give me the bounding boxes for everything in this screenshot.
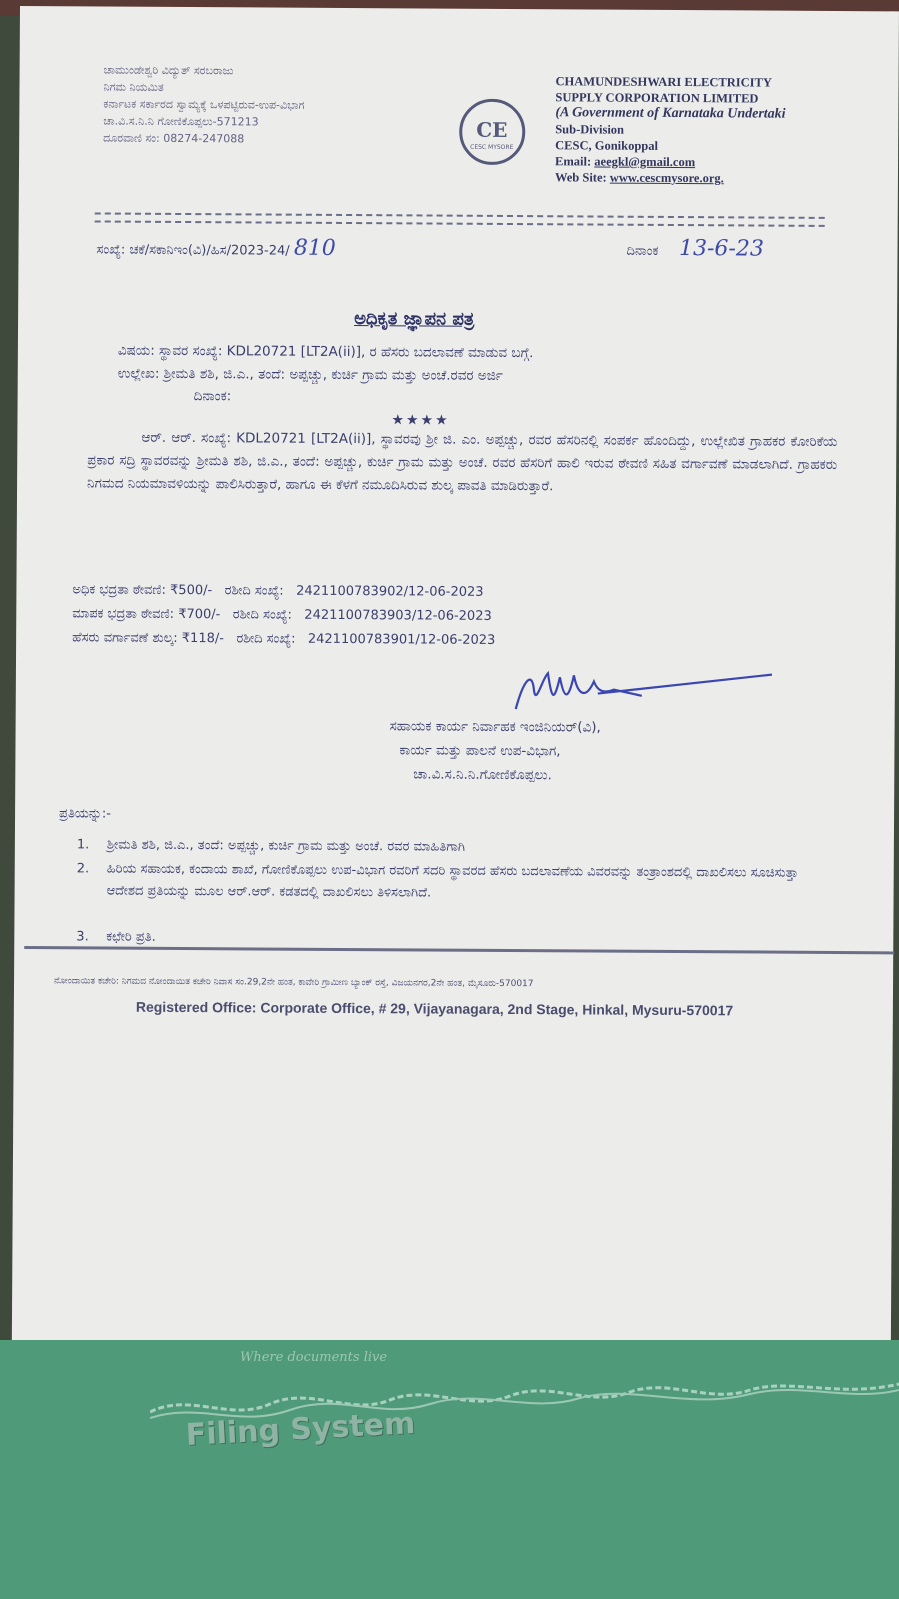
fee-row (72, 630, 495, 648)
separator-stars: ★★★★ (391, 412, 450, 429)
office-name: CESC, Gonikoppal (555, 138, 659, 153)
copy-text: ಕಛೇರಿ ಪ್ರತಿ. (106, 929, 156, 945)
website-label: Web Site: (554, 170, 607, 185)
copy-number: 3. (76, 929, 89, 945)
receipt-number: 2421100783901/12-06-2023 (307, 631, 496, 648)
reference-line: ಉಲ್ಲೇಖ: ಶ್ರೀಮತಿ ಶಶಿ, ಜಿ.ಎ., ತಂದೆ: ಅಪ್ಪಚ್ಚು, ಕುರ್ಚಿ ಗ್ರಾಮ ಮತ್ತು ಅಂಚೆ.ರವರ ಅರ್ಜಿ (117, 365, 503, 384)
copy-number: 2. (76, 861, 90, 877)
date-handwritten-value: 13-6-23 (678, 236, 764, 262)
fee-row (72, 582, 483, 600)
copies-heading: ಪ್ರತಿಯನ್ನು:- (59, 806, 112, 822)
date-label: ದಿನಾಂಕ (626, 243, 659, 259)
letterhead-kannada-line: ದೂರವಾಣಿ ಸಂ: 08274-247088 (103, 131, 245, 146)
receipt-label: ರಶೀದಿ ಸಂಖ್ಯೆ: (224, 583, 284, 599)
letterhead-kannada-line: ಕರ್ನಾಟಕ ಸರ್ಕಾರದ ಸ್ವಾಮ್ಯಕ್ಕೆ ಒಳಪಟ್ಟಿರುವ-ಉಪ-ವಿಭಾಗ (103, 97, 305, 112)
website-link[interactable]: www.cescmysore.org. (609, 170, 724, 186)
memo-date (626, 236, 764, 262)
memo-body: ಆರ್. ಆರ್. ಸಂಖ್ಯೆ: KDL20721 [LT2A(ii)], ಸ್ಥಾವರವು ಶ್ರೀ ಜಿ. ಎಂ. ಅಪ್ಪಚ್ಚು, ರವರ ಹೆಸರಿನಲ್ಲಿ ಸಂಪರ್ಕ ಹೊಂದಿದ್ದು, ಉಲ್ಲೇಖಿತ ಗ್ರಾಹಕರ ಕೋರಿಕೆಯ ಪ್ರಕಾರ ಸದ್ರಿ ಸ್ಥಾವರವನ್ನು ಶ್ರೀಮತಿ ಶಶಿ, ಜಿ.ಎ., ತಂದೆ: ಅಪ್ಪಚ್ಚು, ಕುರ್ಚಿ ಗ್ರಾಮ ಮತ್ತು ಅಂಚೆ. ರವರ ಹೆಸರಿಗೆ ಹಾಲಿ ಇರುವ ಠೇವಣಿ ಸಹಿತ ವರ್ಗಾವಣೆ ಮಾಡಲಾಗಿದೆ. ಗ್ರಾಹಕರು ನಿಗಮದ ನಿಯಮಾವಳಿಯನ್ನು ಪಾಲಿಸಿರುತ್ತಾರೆ, ಹಾಗೂ ಈ ಕೆಳಗೆ ನಮೂದಿಸಿರುವ ಶುಲ್ಕ ಪಾವತಿ ಮಾಡಿರುತ್ತಾರೆ. (87, 429, 838, 495)
signatory-office: ಕಾರ್ಯ ಮತ್ತು ಪಾಲನೆ ಉಪ-ವಿಭಾಗ, (399, 742, 561, 760)
fee-amount: ₹700/- (178, 606, 221, 623)
email-link[interactable]: aeegkl@gmail.com (594, 154, 696, 170)
reference-label: ಸಂಖ್ಯೆ: ಚಕೆ/ಸಕಾನಿಇಂ(ವಿ)/ಹಿಸ/2023-24/ (96, 242, 290, 259)
subject-line: ವಿಷಯ: ಸ್ಥಾವರ ಸಂಖ್ಯೆ: KDL20721 [LT2A(ii)], ರ ಹೆಸರು ಬದಲಾವಣೆ ಮಾಡುವ ಬಗ್ಗೆ. (117, 342, 534, 362)
copy-number: 1. (76, 837, 90, 853)
copy-text: ಶ್ರೀಮತಿ ಶಶಿ, ಜಿ.ಎ., ತಂದೆ: ಅಪ್ಪಚ್ಚು, ಕುರ್ಚಿ ಗ್ರಾಮ ಮತ್ತು ಅಂಚೆ. ರವರ ಮಾಹಿತಿಗಾಗಿ (106, 837, 466, 855)
fee-label: ಮಾಪಕ ಭದ್ರತಾ ಠೇವಣಿ: (72, 606, 175, 622)
letterhead-kannada-line: ನಿಗಮ ನಿಯಮಿತ (103, 80, 164, 94)
letterhead-kannada-line: ಚಾಮುಂಡೇಶ್ವರಿ ವಿದ್ಯುತ್ ಸರಬರಾಜು (103, 63, 234, 78)
email-line (555, 153, 785, 170)
header-divider (95, 212, 825, 218)
letterhead-kannada (103, 62, 305, 148)
copy-text: ಹಿರಿಯ ಸಹಾಯಕ, ಕಂದಾಯ ಶಾಖೆ, ಗೋಣಿಕೊಪ್ಪಲು ಉಪ-ವಿಭಾಗ ರವರಿಗೆ ಸದರಿ ಸ್ಥಾವರದ ಹೆಸರು ಬದಲಾವಣೆಯ ವಿವರವನ್ನು ತಂತ್ರಾಂಶದಲ್ಲಿ ದಾಖಲಿಸಲು ಸೂಚಿಸುತ್ತಾ ಆದೇಶದ ಪ್ರತಿಯನ್ನು ಮೂಲ ಆರ್.ಆರ್. ಕಡತದಲ್ಲಿ ದಾಖಲಿಸಲು ತಿಳಿಸಲಾಗಿದೆ. (106, 861, 799, 901)
fee-amount: ₹118/- (181, 631, 225, 647)
company-name-line2: SUPPLY CORPORATION LIMITED (555, 90, 759, 106)
folder-brand: Filing System (185, 1405, 417, 1453)
reference-date: ದಿನಾಂಕ: (193, 388, 232, 405)
reference-handwritten-number: 810 (293, 235, 336, 261)
fee-label: ಹೆಸರು ವರ್ಗಾವಣೆ ಶುಲ್ಕ: (72, 630, 178, 646)
cesc-logo (459, 99, 525, 165)
fee-amount: ₹500/- (170, 582, 213, 599)
copy-item (76, 859, 837, 907)
folder-tagline: Where documents live (240, 1350, 388, 1365)
receipt-number: 2421100783903/12-06-2023 (304, 607, 492, 624)
letterhead-kannada-line: ಚಾ.ವಿ.ಸ.ನಿ.ನಿ ಗೋಣಿಕೊಪ್ಪಲು-571213 (103, 114, 259, 129)
email-label: Email: (555, 154, 592, 169)
signatory-location: ಚಾ.ವಿ.ಸ.ನಿ.ನಿ.ಗೋಣಿಕೊಪ್ಪಲು. (413, 766, 552, 784)
fee-row (72, 606, 492, 624)
sub-division: Sub-Division (555, 122, 625, 137)
footer-kannada: ನೋಂದಾಯಿತ ಕಚೇರಿ: ನಿಗಮದ ನೋಂದಾಯಿತ ಕಚೇರಿ ನಿವಾಸ ಸಂ.29,2ನೇ ಹಂತ, ಕಾವೇರಿ ಗ್ರಾಮೀಣ ಬ್ಯಾಂಕ್ ರಸ್ತೆ, ವಿಜಯನಗರ,2ನೇ ಹಂತ, ಮೈಸೂರು-570017 (54, 976, 534, 990)
logo-text: CESC MYSORE (470, 143, 514, 152)
signatory-designation: ಸಹಾಯಕ ಕಾರ್ಯ ನಿರ್ವಾಹಕ ಇಂಜಿನಿಯರ್(ವಿ), (389, 718, 601, 736)
signatory-block (389, 714, 601, 787)
reference-number (96, 234, 335, 260)
website-line (555, 169, 785, 186)
footer-registered-office: Registered Office: Corporate Office, # 29, Vijayanagara, 2nd Stage, Hinkal, Mysuru-570017 (135, 998, 734, 1019)
letterhead-english (555, 73, 786, 186)
copy-item (76, 835, 837, 861)
header-divider (95, 220, 825, 226)
memo-page (12, 6, 899, 1351)
company-undertaking: (A Government of Karnataka Undertaki (555, 105, 786, 122)
receipt-label: ರಶೀದಿ ಸಂಖ್ಯೆ: (236, 631, 296, 647)
company-name-line1: CHAMUNDESHWARI ELECTRICITY (555, 74, 772, 90)
logo-mark: CE (476, 117, 508, 142)
receipt-label: ರಶೀದಿ ಸಂಖ್ಯೆ: (232, 607, 292, 623)
memo-title: ಅಧಿಕೃತ ಜ್ಞಾಪನ ಪತ್ರ (354, 308, 475, 330)
receipt-number: 2421100783902/12-06-2023 (296, 583, 484, 600)
fee-label: ಅಧಿಕ ಭದ್ರತಾ ಠೇವಣಿ: (72, 582, 166, 598)
